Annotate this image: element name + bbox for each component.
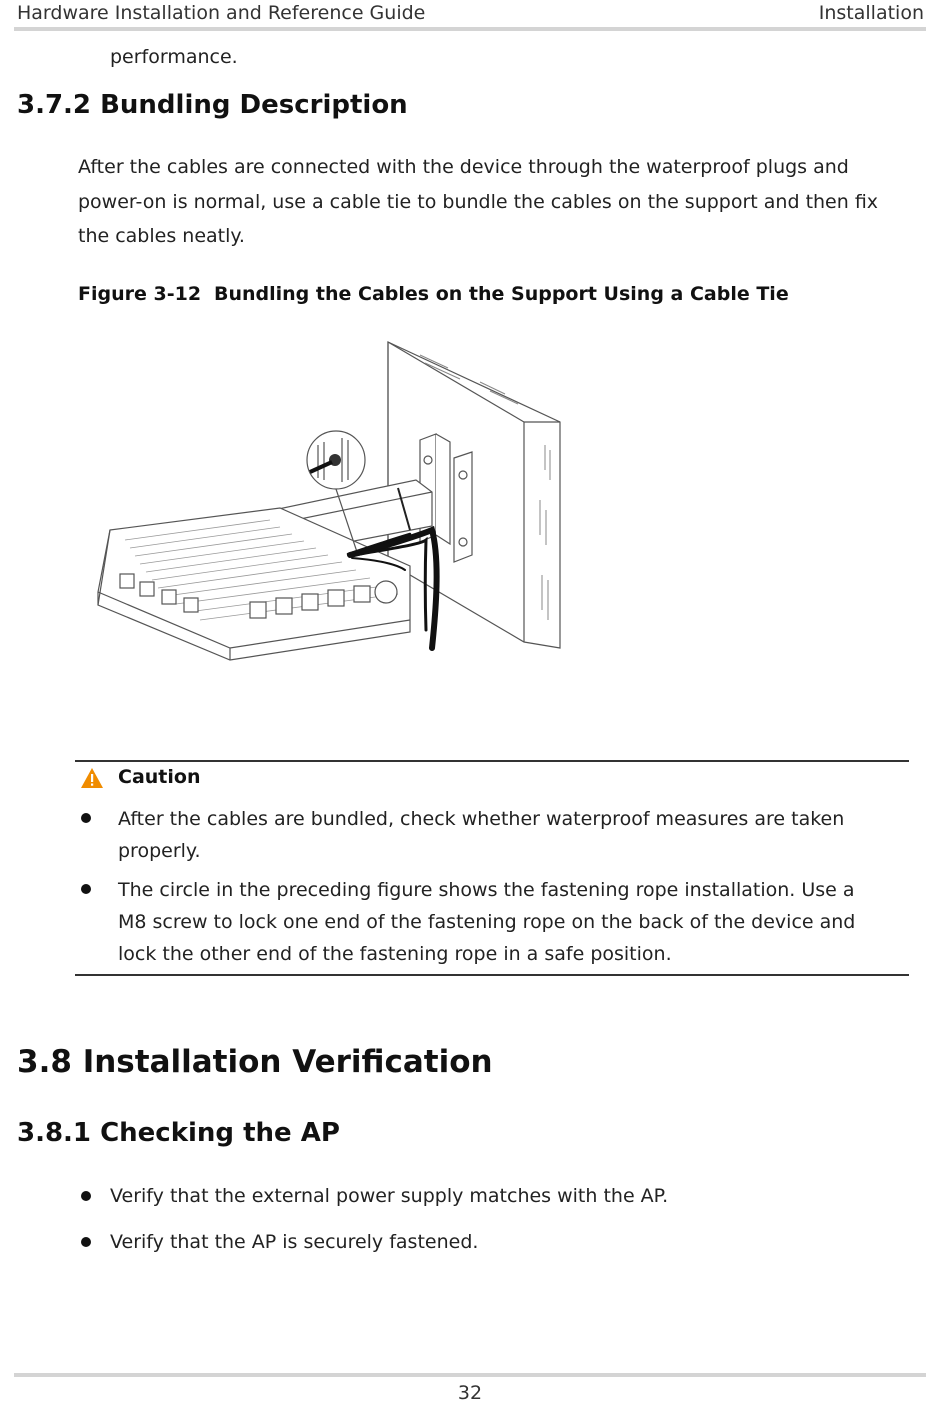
list-item: Verify that the external power supply matches with the AP. xyxy=(110,1185,669,1207)
figure-illustration xyxy=(80,330,580,675)
body-paragraph: After the cables are connected with the device through the waterproof plugs and power-on is normal, use a cable tie to bundle the cables on the support and then fix the cables neatly. xyxy=(78,156,879,247)
section-heading: 3.8 Installation Verification xyxy=(17,1044,493,1080)
caution-bottom-rule xyxy=(75,974,909,976)
bullet-icon xyxy=(81,813,91,823)
page-number: 32 xyxy=(457,1382,483,1404)
header-rule xyxy=(14,27,926,31)
caution-top-rule xyxy=(75,760,909,762)
header-section: Installation xyxy=(818,2,924,24)
bullet-icon xyxy=(81,1237,91,1247)
header-title: Hardware Installation and Reference Guide xyxy=(17,2,426,24)
caution-item: The circle in the preceding figure shows the fastening rope installation. Use a M8 screw to lock one end of the fastening rope on the back of the device and lock the other end of the fastening rope in a safe position. xyxy=(118,879,856,965)
footer-rule xyxy=(14,1373,926,1377)
list-item: Verify that the AP is securely fastened. xyxy=(110,1231,479,1253)
carryover-text: performance. xyxy=(110,46,238,68)
bullet-icon xyxy=(81,1191,91,1201)
bullet-icon xyxy=(81,884,91,894)
figure-caption: Bundling the Cables on the Support Using a Cable Tie xyxy=(214,283,789,305)
subsection-heading: 3.8.1 Checking the AP xyxy=(17,1118,340,1148)
warning-icon xyxy=(80,767,104,789)
section-heading: 3.7.2 Bundling Description xyxy=(17,90,408,120)
caution-title: Caution xyxy=(118,766,201,788)
figure-number: Figure 3-12 xyxy=(78,283,202,305)
caution-item: After the cables are bundled, check whether waterproof measures are taken properly. xyxy=(118,808,845,862)
